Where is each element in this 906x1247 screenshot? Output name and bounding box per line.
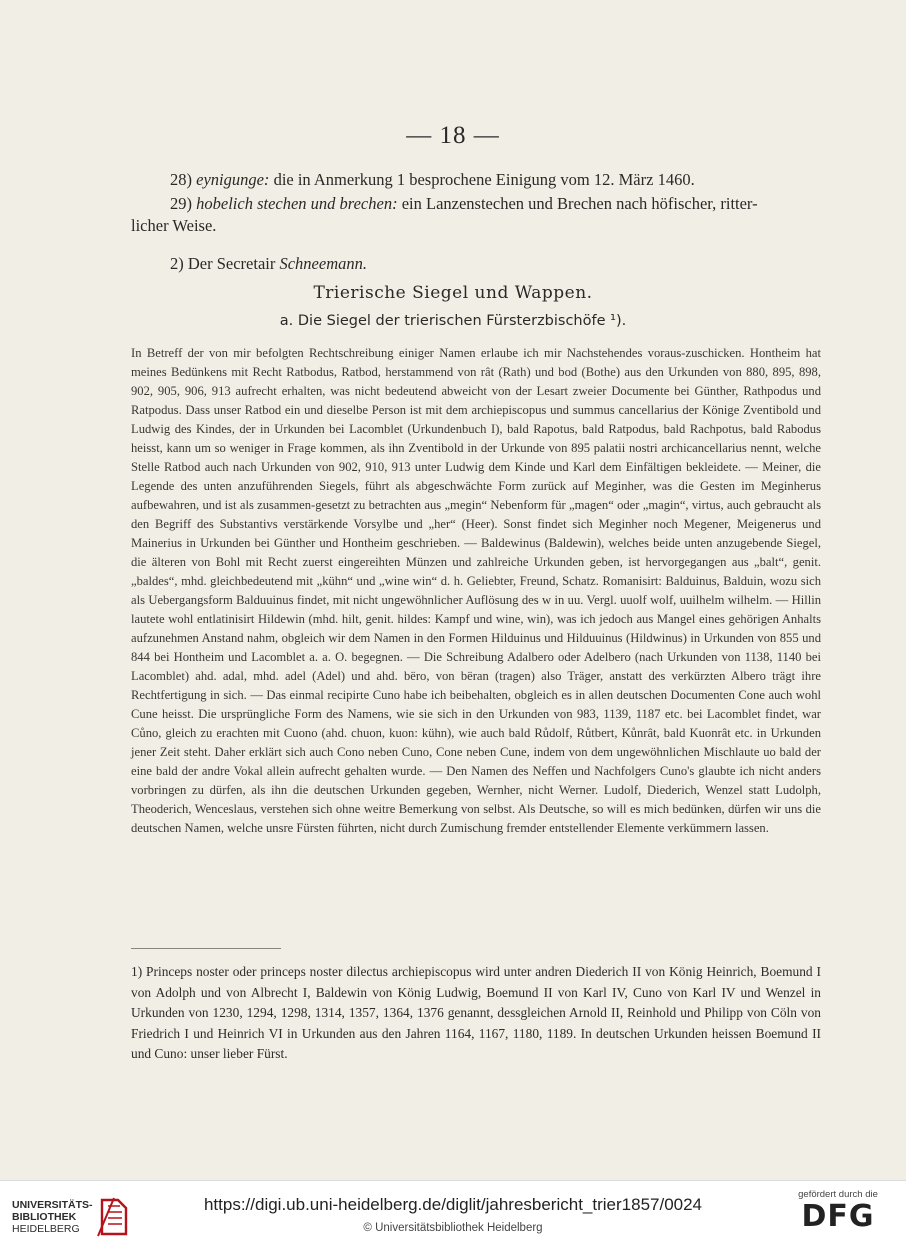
page-number: — 18 —: [406, 122, 500, 149]
viewer-footer: [0, 1180, 906, 1247]
footnote-divider: [131, 948, 281, 949]
dfg-sponsor[interactable]: [788, 1189, 888, 1234]
footnote: 1) Princeps noster oder princeps noster dilectus archiepiscopus wird unter andren Diederich II von König Heinrich, Boemund I von Adolph und von Albrecht I, Baldewin von König Ludwig, Boemund II von Karl IV, Cuno von Karl IV und Wenzel in Urkunden von 1230, 1294, 1298, 1314, 1357, 1364, 1376 genannt, dessgleichen Arnold II, Reinhold und Philipp von Cöln von Friedrich I und Heinrich VI in Urkunden aus den Jahren 1164, 1167, 1180, 1189. In deutschen Urkunden heissen Boemund II und Cuno: unser lieber Fürst.: [131, 964, 821, 1062]
dfg-logo: DFG: [801, 1199, 875, 1234]
note-29: 29) hobelich stechen und brechen: ein Lanzenstechen und Brechen nach höfischer, ritter-: [170, 194, 758, 213]
section-heading: Trierische Siegel und Wappen.: [313, 283, 593, 303]
ub-logo-text: UNIVERSITÄTS- BIBLIOTHEK HEIDELBERG: [12, 1199, 93, 1235]
body-paragraph: In Betreff der von mir befolgten Rechtschreibung einiger Namen erlaube ich mir Nachstehendes voraus-zuschicken. Hontheim hat meines Bedünkens mit Recht Ratbodus, Ratbod, herstammend von rât (Rath) und bod (Bothe) aus den Urkunden von 880, 895, 898, 902, 905, 906, 913 aufrecht erhalten, was nicht bedeutend abweicht von der Lesart zweier Documente bei Günther, Rathpodus und Ratpodus. Dass unser Ratbod ein und dieselbe Person ist mit dem archiepiscopus und summus cancellarius der Könige Zventibold und Ludwig des Kindes, der in Urkunden bei Lacomblet (Urkundenbuch I), bald Rapotus, bald Ratpodus, bald Rachpotus, bald Rabodus heisst, kann um so weniger in Frage kommen, als ihn Zventibold in der Urkunde von 895 palatii nostri archicancellarius nennt, welche Stelle Ratbod auch nach Urkunden von 902, 910, 913 unter Ludwig dem Kinde und Karl dem Einfältigen bekleidete. — Meiner, die Legende des unten anzuführenden Siegels, führt als abgeschwächte Form zurück auf Meginher, was die Gesten im Meginherus aufbewahren, und ist als zusammen-gesetzt zu betrachten aus „megin“ Nebenform für „magen“ oder „magin“, virtus, auch gebraucht als den Begriff des Substantivs verstärkende Vorsylbe und „her“ (Heer). Sonst findet sich Meginher noch Megener, Meigenerus und Mainerius in Urkunden bei Günther und Hontheim geschrieben. — Baldewinus (Baldewin), welches beide unten anzugebende Siegel, die älteren von Bohl mit Recht zuerst eingereihten Münzen und zahlreiche Urkunden geben, ist hervorgegangen aus „balt“, genit. „baldes“, mhd. gleichbedeutend mit „kühn“ und „wine win“ d. h. Geliebter, Freund, Schatz. Romanisirt: Balduinus, Balduin, wozu sich als Uebergangsform Balduuinus findet, mit nicht ungewöhnlicher Auflösung des w in uu. Vergl. uuolf wolf, uuilhelm wilhelm. — Hillin lautete wohl entlatinisirt Hildewin (mhd. hilt, genit. hildes: Kampf und wine, win), was ich jedoch aus Mangel eines gehörigen Anhalts aufzunehmen Anstand nahm, obgleich wir dem Namen in den Formen Hilduinus und Hilduuinus (Hildwinus) in Urkunden von 855 und 844 bei Hontheim und Lacomblet a. a. O. begegnen. — Die Schreibung Adalbero oder Adelbero (nach Urkunden von 1138, 1140 bei Lacomblet) ahd. adal, mhd. adel (Adel) und ahd. bëro, von bëran (tragen) also Träger, anstatt des verkürzten Albero trägt ihre Rechtfertigung in sich. — Das einmal recipirte Cuno habe ich beibehalten, obgleich es in allen deutschen Documenten Cone auch wohl Cune heisst. Die ursprüngliche Form des Namens, wie sie sich in den Urkunden von 983, 1139, 1187 etc. bei Lacomblet findet, war Cůno, gleich zu erachten mit Cuono (ahd. chuon, kuon: kühn), wie auch bald Růdolf, Růtbert, Kůnrât, bald Kuonrât etc. in Urkunden jener Zeit steht. Daher erklärt sich auch Cono neben Cuno, Cone neben Cune, indem von dem ungewöhnlichen Mischlaute uo bald der eine bald der andre Vokal allein aufrecht gehalten wurde. — Den Namen des Neffen und Nachfolgers Cuno's glaubte ich nicht anders vorbringen zu dürfen, als ihn die deutschen Urkunden gegeben, Wernher, nicht Werner. Ludolf, Diederich, Wenzel statt Ludolph, Theoderich, Wenceslaus, verstehen sich ohne weitre Bemerkung von selbst. Als Deutsche, so will es mich bedünken, dürfen wir uns die deutschen Namen, welche unsre Fürsten führten, nicht durch Zumischung fremder entstellender Elemente verkümmern lassen.: [131, 346, 821, 836]
note-29-continued: licher Weise.: [131, 216, 217, 235]
copyright-notice: © Universitätsbibliothek Heidelberg: [363, 1222, 543, 1234]
note-28: 28) eynigunge: die in Anmerkung 1 besprochene Einigung vom 12. März 1460.: [170, 170, 695, 189]
subsection-heading: a. Die Siegel der trierischen Fürsterzbischöfe ¹).: [279, 313, 627, 329]
section-secretair: 2) Der Secretair Schneemann.: [170, 254, 367, 273]
note-29-term: hobelich stechen und brechen:: [196, 194, 398, 213]
note-28-term: eynigunge:: [196, 170, 270, 189]
sponsor-label: gefördert durch die: [798, 1189, 878, 1200]
secretair-name: Schneemann.: [279, 254, 367, 273]
permalink-url[interactable]: https://digi.ub.uni-heidelberg.de/diglit/jahresbericht_trier1857/0024: [203, 1195, 703, 1214]
